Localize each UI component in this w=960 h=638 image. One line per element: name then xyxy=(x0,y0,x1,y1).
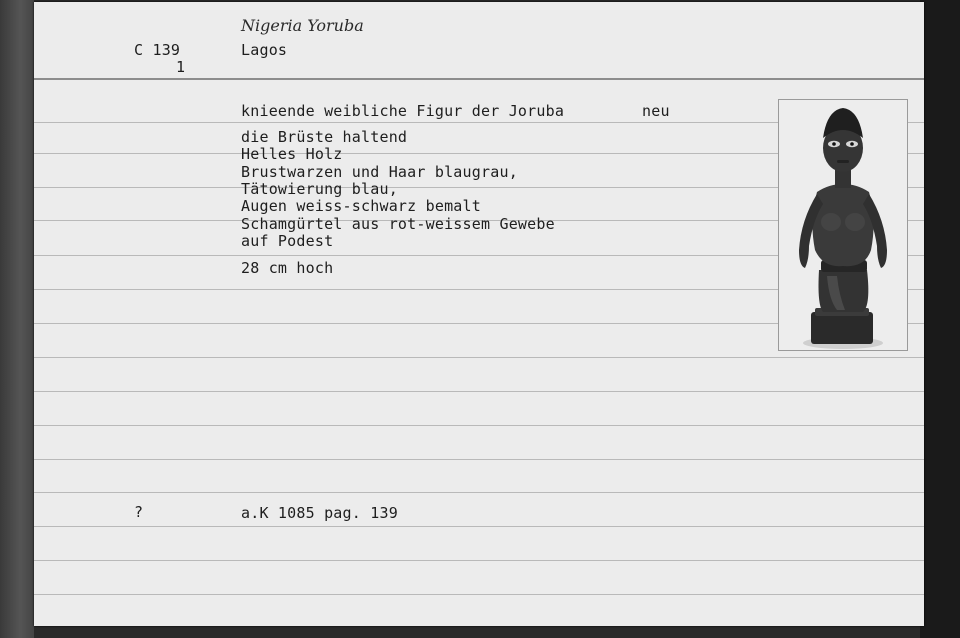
kneeling-figure-photo xyxy=(779,100,907,350)
index-card xyxy=(34,2,924,626)
reference-note: a.K 1085 pag. 139 xyxy=(241,504,398,522)
ruled-line xyxy=(34,391,924,392)
ruled-line xyxy=(34,594,924,595)
description-line: Augen weiss-schwarz bemalt xyxy=(241,197,481,215)
description-line: Tätowierung blau, xyxy=(241,180,398,198)
background-right-edge xyxy=(920,0,960,638)
footer-question-mark: ? xyxy=(134,503,144,521)
background-left-edge xyxy=(0,0,34,638)
description-line: Schamgürtel aus rot-weissem Gewebe xyxy=(241,215,555,233)
ruled-line xyxy=(34,357,924,358)
description-line: Helles Holz xyxy=(241,145,343,163)
object-title: knieende weibliche Figur der Joruba xyxy=(241,102,565,120)
ruled-line xyxy=(34,425,924,426)
description-line: Brustwarzen und Haar blaugrau, xyxy=(241,163,518,181)
handwritten-heading: Nigeria Yoruba xyxy=(241,16,364,35)
description-line: auf Podest xyxy=(241,232,334,250)
header-rule xyxy=(34,78,924,80)
object-photo xyxy=(778,99,908,351)
object-height: 28 cm hoch xyxy=(241,259,334,277)
ruled-line xyxy=(34,526,924,527)
ruled-line xyxy=(34,459,924,460)
status-note: neu xyxy=(642,102,670,120)
description-line: die Brüste haltend xyxy=(241,128,408,146)
ruled-line xyxy=(34,492,924,493)
catalog-sub-number: 1 xyxy=(176,58,186,76)
catalog-number: C 139 xyxy=(134,41,181,59)
place: Lagos xyxy=(241,41,288,59)
ruled-line xyxy=(34,560,924,561)
